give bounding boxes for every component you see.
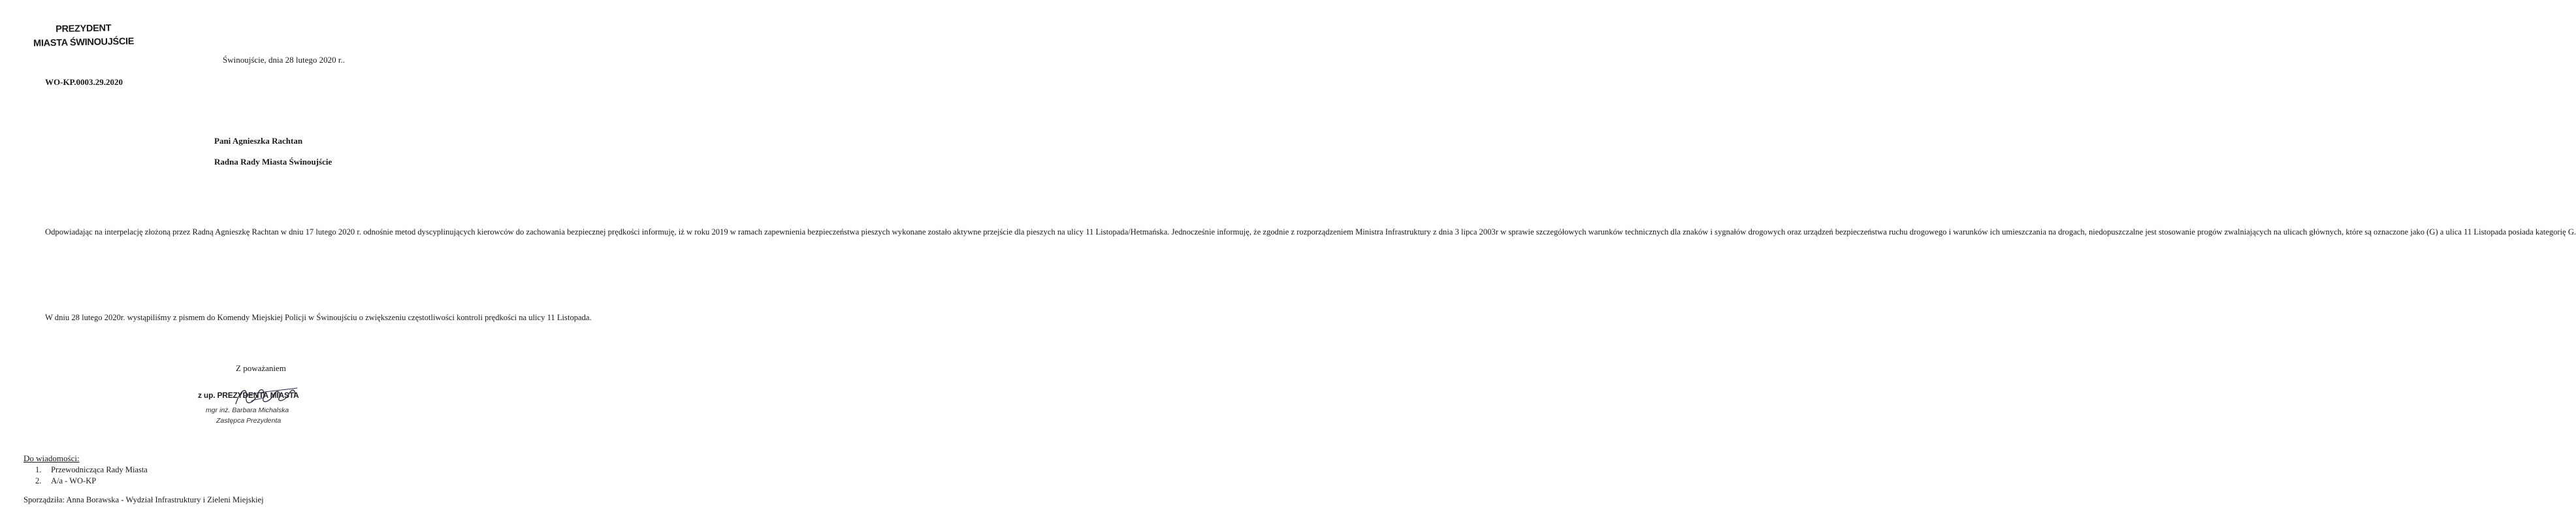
office-heading-line1: PREZYDENT bbox=[55, 23, 112, 35]
list-item-text: A/a - WO-KP bbox=[51, 476, 97, 485]
prepared-by: Sporządziła: Anna Borawska - Wydział Infrastruktury i Zieleni Miejskiej bbox=[24, 495, 264, 504]
paragraph-text: Odpowiadając na interpelację złożoną przez Radną Agnieszkę Rachtan w dniu 17 lutego 2020 r. odnośnie metod dyscyplinujących kierowców do zachowania bezpiecznej prędkości informuję, iż w roku 2019 w ramach zapewnienia bezpieczeństwa pieszych wykonane zostało aktywne przejście dla pieszych na ulicy 11 Listopada/Hetmańska. Jednocześnie informuję, że zgodnie z rozporządzeniem Ministra Infrastruktury z dnia 3 lipca 2003r w sprawie szczegółowych warunków technicznych dla znaków i sygnałów drogowych oraz urządzeń bezpieczeństwa ruchu drogowego i warunków ich umieszczania na drogach, niedopuszczalne jest stosowanie progów zwalniających na ulicach głównych, które są oznaczone jako (G) a ulica 11 Listopada posiada kategorię G. bbox=[45, 227, 2576, 237]
list-item bbox=[35, 465, 148, 476]
reference-number: WO-KP.0003.29.2020 bbox=[45, 77, 123, 87]
stamp-signatory: mgr inż. Barbara Michalska bbox=[206, 406, 289, 414]
body-paragraph-1 bbox=[24, 227, 2576, 238]
handwritten-signature bbox=[232, 384, 304, 410]
distribution-list bbox=[35, 465, 148, 487]
recipient-title: Radna Rady Miasta Świnoujście bbox=[214, 157, 332, 167]
list-item-text: Przewodnicząca Rady Miasta bbox=[51, 465, 148, 474]
office-heading-line2: MIASTA ŚWINOUJŚCIE bbox=[33, 36, 135, 49]
list-item-number: 1. bbox=[35, 465, 42, 474]
stamp-authority: z up. PREZYDENTA MIASTA bbox=[198, 391, 299, 400]
stamp-position: Zastępca Prezydenta bbox=[216, 417, 282, 425]
signature-stamp bbox=[186, 384, 336, 430]
list-item bbox=[35, 476, 148, 487]
place-date: Świnoujście, dnia 28 lutego 2020 r.. bbox=[223, 55, 346, 65]
distribution-title: Do wiadomości: bbox=[24, 453, 80, 463]
list-item-number: 2. bbox=[35, 476, 42, 485]
body-paragraph-2 bbox=[24, 312, 592, 323]
closing-greeting: Z poważaniem bbox=[236, 363, 286, 373]
recipient-name: Pani Agnieszka Rachtan bbox=[214, 136, 303, 146]
paragraph-text: W dniu 28 lutego 2020r. wystąpiliśmy z pismem do Komendy Miejskiej Policji w Świnoujściu o zwiększeniu częstotliwości kontroli prędkości na ulicy 11 Listopada. bbox=[45, 313, 592, 322]
office-heading bbox=[26, 21, 141, 51]
